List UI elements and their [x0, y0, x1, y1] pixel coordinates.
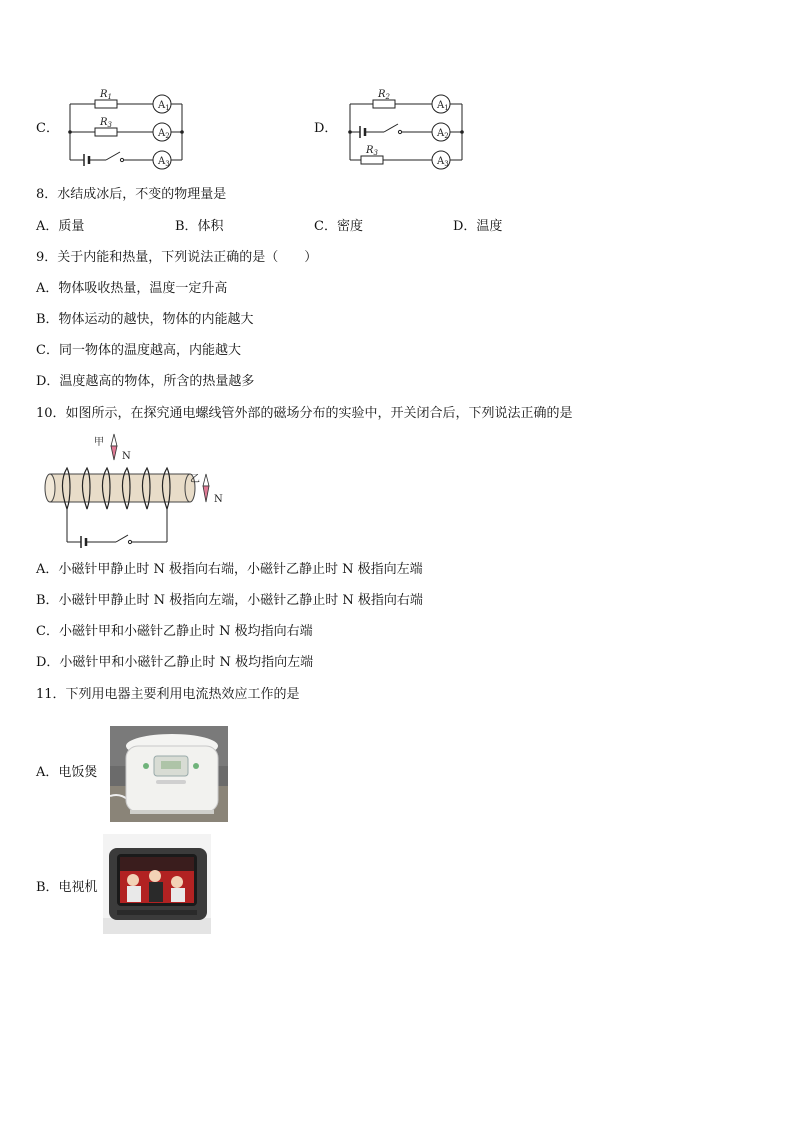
q10-stem: 10．如图所示，在探究通电螺线管外部的磁场分布的实验中，开关闭合后，下列说法正确的是: [36, 406, 573, 421]
svg-text:R3: $R_3$: [100, 117, 112, 129]
svg-text:R1: $R_1$: [100, 89, 112, 101]
q11-stem: 11．下列用电器主要利用电流热效应工作的是: [36, 687, 300, 702]
q9-option-a: A．物体吸收热量，温度一定升高: [36, 281, 228, 296]
svg-text:A3: $A_3$: [158, 156, 170, 168]
q7-option-c-circuit: [62, 86, 190, 170]
q11-option-b: B．电视机: [36, 880, 98, 895]
q8-option-c: C．密度: [314, 219, 363, 234]
q8-option-b: B．体积: [175, 219, 224, 234]
q10-option-a: A．小磁针甲静止时 N 极指向右端，小磁针乙静止时 N 极指向左端: [36, 562, 423, 577]
q10-option-b: B．小磁针甲静止时 N 极指向左端，小磁针乙静止时 N 极指向右端: [36, 593, 423, 608]
q8-option-d: D．温度: [453, 219, 503, 234]
needle-a-icon: [111, 434, 117, 460]
q10-option-d: D．小磁针甲和小磁针乙静止时 N 极均指向左端: [36, 655, 314, 670]
needle-a-pole: N: [122, 451, 131, 462]
svg-text:A1: $A_1$: [437, 100, 449, 112]
q9-option-d: D．温度越高的物体，所含的热量越多: [36, 374, 255, 389]
svg-text:A2: $A_2$: [437, 128, 449, 140]
q10-option-c: C．小磁针甲和小磁针乙静止时 N 极均指向右端: [36, 624, 313, 639]
q10-solenoid-figure: [40, 430, 240, 554]
needle-b-pole: N: [214, 494, 223, 505]
svg-text:R3: $R_3$: [366, 145, 378, 157]
svg-text:R2: $R_2$: [378, 89, 390, 101]
q7-option-d-circuit: [342, 86, 470, 170]
q8-stem: 8．水结成冰后，不变的物理量是: [36, 187, 227, 202]
q11-option-a: A．电饭煲: [36, 765, 98, 780]
q9-option-c: C．同一物体的温度越高，内能越大: [36, 343, 241, 358]
q9-option-b: B．物体运动的越快，物体的内能越大: [36, 312, 254, 327]
q7-option-d-label: D．: [314, 121, 338, 136]
television-image: [103, 834, 211, 934]
q7-option-c-label: C．: [36, 121, 59, 136]
svg-text:A2: $A_2$: [158, 128, 170, 140]
needle-b-icon: [203, 474, 209, 502]
q8-option-a: A．质量: [36, 219, 85, 234]
rice-cooker-image: [110, 726, 228, 822]
q9-stem: 9．关于内能和热量，下列说法正确的是（ ）: [36, 250, 318, 265]
svg-text:A3: $A_3$: [437, 156, 449, 168]
needle-b-label: 乙: [190, 474, 200, 485]
needle-a-label: 甲: [94, 437, 104, 448]
svg-text:A1: $A_1$: [158, 100, 170, 112]
